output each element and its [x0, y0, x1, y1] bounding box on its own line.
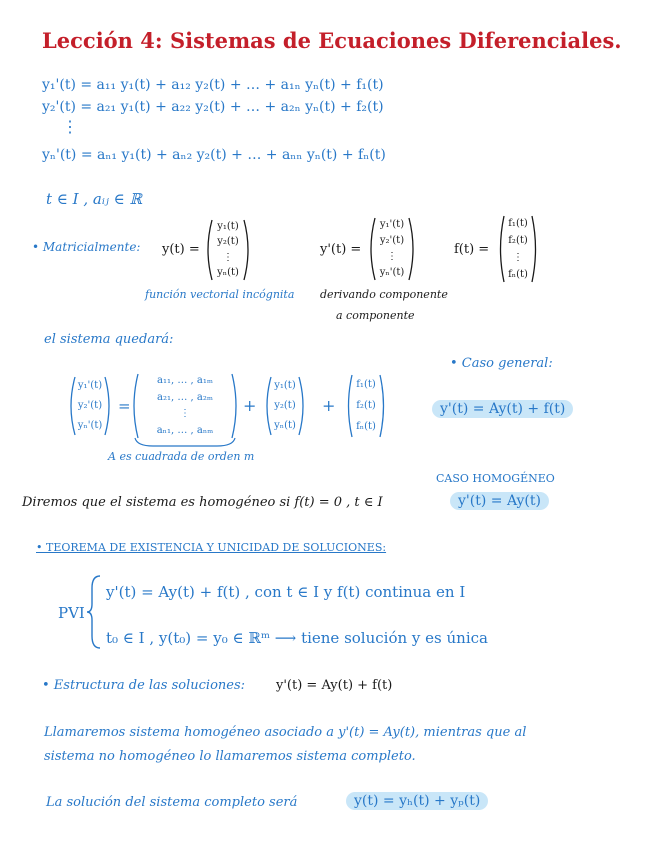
homogeneous-equation: y'(t) = Ay(t)	[450, 492, 549, 510]
equation-n: yₙ'(t) = aₙ₁ y₁(t) + aₙ₂ y₂(t) + … + aₙₙ yₙ(t) + fₙ(t)	[42, 147, 386, 163]
general-case-equation: y'(t) = Ay(t) + f(t)	[432, 400, 573, 418]
a-matrix-row: ⋮	[180, 408, 190, 420]
plus-sign: +	[322, 396, 336, 415]
page-title: Lección 4: Sistemas de Ecuaciones Diferenciales.	[42, 28, 622, 53]
y-column-entry: y₂(t)	[274, 400, 296, 411]
y-vector-label: y(t) =	[162, 242, 200, 257]
y-column-entries	[270, 376, 300, 436]
equals-sign: =	[118, 397, 131, 415]
f-column-entries	[352, 374, 380, 438]
equation-1: y₁'(t) = a₁₁ y₁(t) + a₁₂ y₂(t) + … + a₁ₙ yₙ(t) + f₁(t)	[42, 77, 384, 93]
y-vector-entry: y₁(t)	[217, 220, 239, 232]
y-column-entry: y₁(t)	[274, 380, 296, 391]
complete-solution-equation: y(t) = yₕ(t) + yₚ(t)	[346, 792, 488, 810]
yprime-vector-entry: ⋮	[387, 251, 397, 262]
theorem-line-2: t₀ ∈ I , y(t₀) = y₀ ∈ ℝᵐ ⟶ tiene solución y es única	[106, 629, 488, 647]
a-matrix-entries	[139, 373, 231, 439]
lhs-vector-entry: yₙ'(t)	[77, 420, 103, 431]
yprime-vector-entry: yₙ'(t)	[379, 267, 405, 278]
f-vector-entry: f₁(t)	[508, 217, 528, 229]
f-vector-entries	[504, 215, 532, 283]
homogeneous-definition: Diremos que el sistema es homogéneo si f(t) = 0 , t ∈ I	[22, 495, 383, 510]
lhs-vector-entries	[74, 376, 106, 436]
a-matrix-row: a₂₁, … , a₂ₘ	[157, 391, 213, 403]
theorem-line-1: y'(t) = Ay(t) + f(t) , con t ∈ I y f(t) continua en I	[106, 583, 466, 601]
yprime-vector-entry: y₂'(t)	[379, 235, 405, 246]
pvi-brace	[86, 574, 102, 650]
f-vector-entry: ⋮	[513, 251, 523, 263]
structure-label: • Estructura de las soluciones:	[42, 678, 246, 693]
f-vector-label: f(t) =	[454, 242, 490, 257]
equation-2: y₂'(t) = a₂₁ y₁(t) + a₂₂ y₂(t) + … + a₂ₙ yₙ(t) + f₂(t)	[42, 99, 384, 115]
y-vector-entry: yₙ(t)	[217, 267, 239, 279]
lhs-vector-entry: y₂'(t)	[77, 400, 103, 411]
yprime-vector-entry: y₁'(t)	[379, 219, 405, 230]
theorem-heading: • TEOREMA DE EXISTENCIA Y UNICIDAD DE SOLUCIONES:	[36, 541, 387, 554]
general-case-label: • Caso general:	[450, 356, 553, 371]
a-matrix-row: aₙ₁, … , aₙₘ	[156, 424, 214, 436]
f-column-entry: f₂(t)	[356, 399, 376, 411]
structure-equation: y'(t) = Ay(t) + f(t)	[276, 678, 393, 693]
y-vector-entry: y₂(t)	[217, 236, 239, 248]
domain-condition: t ∈ I , aᵢⱼ ∈ ℝ	[46, 190, 142, 208]
yprime-caption-line2: a componente	[336, 309, 415, 322]
y-column-entry: yₙ(t)	[274, 420, 296, 431]
y-vector-caption: función vectorial incógnita	[145, 288, 295, 301]
a-matrix-caption: A es cuadrada de orden m	[108, 450, 255, 463]
y-vector-entry: ⋮	[223, 251, 233, 263]
plus-sign: +	[243, 396, 257, 415]
system-result-intro: el sistema quedará:	[44, 332, 174, 347]
structure-paragraph-line2: sistema no homogéneo lo llamaremos sistema completo.	[44, 749, 416, 764]
yprime-vector-label: y'(t) =	[320, 242, 362, 257]
homogeneous-label: CASO HOMOGÉNEO	[436, 472, 555, 485]
a-matrix-row: a₁₁, … , a₁ₘ	[157, 375, 213, 387]
complete-solution-text: La solución del sistema completo será	[46, 795, 298, 810]
vertical-dots: ⋮	[62, 117, 78, 136]
f-vector-entry: fₙ(t)	[508, 268, 528, 280]
y-vector-entries	[212, 219, 244, 281]
structure-paragraph-line1: Llamaremos sistema homogéneo asociado a y'(t) = Ay(t), mientras que al	[44, 725, 527, 740]
f-column-entry: fₙ(t)	[356, 421, 376, 433]
f-vector-entry: f₂(t)	[508, 234, 528, 246]
f-column-entry: f₁(t)	[356, 378, 376, 390]
yprime-caption-line1: derivando componente	[320, 288, 448, 301]
lhs-vector-entry: y₁'(t)	[77, 380, 103, 391]
matrix-form-label: • Matricialmente:	[32, 240, 141, 254]
yprime-vector-entries	[375, 217, 409, 281]
pvi-label: PVI	[58, 604, 85, 622]
